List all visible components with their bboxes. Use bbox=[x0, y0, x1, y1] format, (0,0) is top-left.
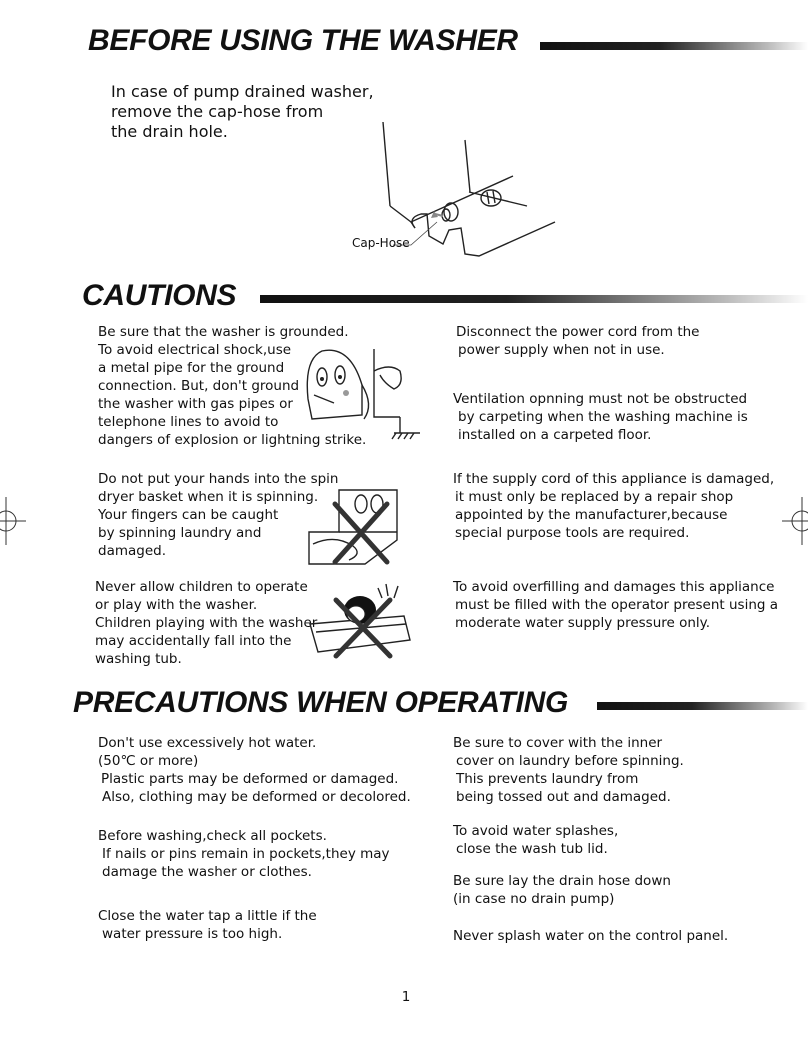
caution-supply-cord: If the supply cord of this appliance is damaged, it must only be replaced by a repair shop appointed by the manufacturer,because special purpose tools are required. bbox=[453, 471, 775, 541]
section-title-cautions: CAUTIONS bbox=[82, 279, 237, 312]
grounding-illustration bbox=[300, 345, 430, 443]
page-number: 1 bbox=[401, 989, 411, 1005]
precaution-check-pockets: Before washing,check all pockets. If nails or pins remain in pockets,they may damage the washer or clothes. bbox=[98, 828, 390, 880]
heading-rule bbox=[260, 295, 808, 303]
heading-rule bbox=[597, 702, 808, 710]
caution-overfilling: To avoid overfilling and damages this appliance must be filled with the operator present using a moderate water supply pressure only. bbox=[453, 579, 779, 631]
registration-mark-left bbox=[0, 497, 28, 545]
precaution-water-splashes: To avoid water splashes, close the wash tub lid. bbox=[453, 823, 619, 857]
precaution-drain-hose: Be sure lay the drain hose down (in case no drain pump) bbox=[453, 873, 671, 907]
precaution-control-panel: Never splash water on the control panel. bbox=[453, 928, 729, 944]
child-warning-illustration bbox=[306, 580, 414, 660]
caution-spin-basket: Do not put your hands into the spin dryer basket when it is spinning. Your fingers can be caught by spinning laundry and damaged. bbox=[98, 471, 339, 559]
caution-ventilation: Ventilation opnning must not be obstructed by carpeting when the washing machine is installed on a carpeted floor. bbox=[453, 391, 748, 443]
section-title-precautions: PRECAUTIONS WHEN OPERATING bbox=[73, 686, 568, 719]
registration-mark-right bbox=[780, 497, 808, 545]
caution-power-cord: Disconnect the power cord from the power supply when not in use. bbox=[456, 324, 700, 358]
caution-children: Never allow children to operate or play with the washer. Children playing with the washer may accidentally fall into the washing tub. bbox=[95, 579, 318, 667]
pump-drain-instruction: In case of pump drained washer, remove the cap-hose from the drain hole. bbox=[111, 82, 374, 141]
spin-basket-warning-illustration bbox=[305, 484, 405, 568]
precaution-hot-water: Don't use excessively hot water. (50℃ or more) Plastic parts may be deformed or damaged. Also, clothing may be deformed or decolored. bbox=[98, 735, 411, 805]
precaution-water-tap: Close the water tap a little if the water pressure is too high. bbox=[98, 908, 317, 942]
cap-hose-label: Cap-Hose bbox=[352, 236, 410, 250]
precaution-inner-cover: Be sure to cover with the inner cover on laundry before spinning. This prevents laundry from being tossed out and damaged. bbox=[453, 735, 684, 805]
caution-grounding: Be sure that the washer is grounded. To avoid electrical shock,use a metal pipe for the ground connection. But, don't ground the washer with gas pipes or telephone lines to avoid to dangers of explosion or lightning strike. bbox=[98, 324, 367, 448]
section-title-before-using: BEFORE USING THE WASHER bbox=[88, 24, 518, 57]
heading-rule bbox=[540, 42, 808, 50]
